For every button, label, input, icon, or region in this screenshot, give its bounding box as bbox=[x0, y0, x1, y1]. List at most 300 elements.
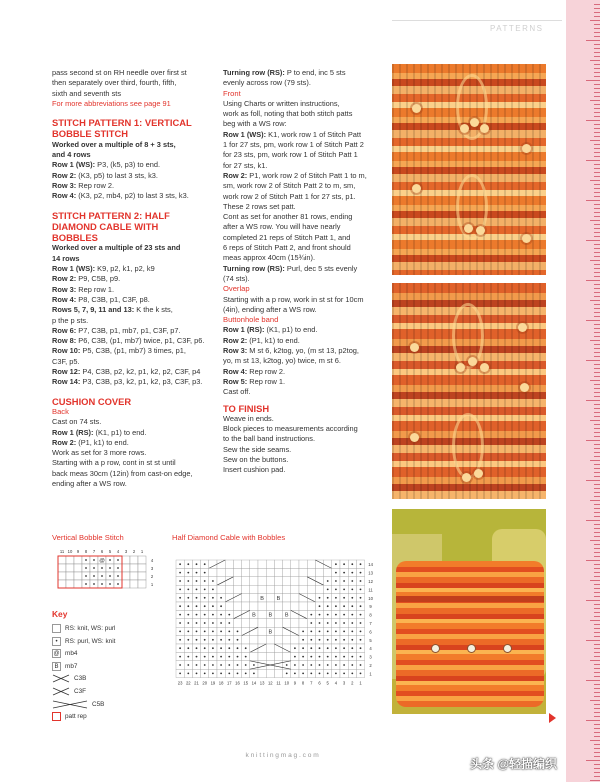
purl-dot bbox=[302, 673, 304, 675]
purl-dot bbox=[179, 563, 181, 565]
col-number: 6 bbox=[318, 680, 321, 686]
row-text: Rep row 1. bbox=[247, 376, 286, 386]
purl-dot bbox=[187, 580, 189, 582]
ruler-tick bbox=[594, 212, 600, 213]
row-number: 1 bbox=[369, 671, 372, 677]
purl-dot bbox=[85, 575, 87, 577]
chart-cell bbox=[324, 568, 332, 576]
row-text: P3, (k5, p3) to end. bbox=[95, 160, 161, 170]
row-text: completed 21 reps of Stitch Patt 1, and bbox=[223, 232, 351, 242]
row-label: Row 6: bbox=[52, 325, 77, 335]
key-label: RS: purl, WS: knit bbox=[65, 637, 116, 645]
ruler-tick bbox=[594, 476, 600, 477]
pattern-repeat-icon bbox=[52, 712, 61, 721]
purl-dot bbox=[310, 647, 312, 649]
ruler-tick bbox=[594, 208, 600, 209]
ruler-tick bbox=[594, 624, 600, 625]
row-number: 2 bbox=[369, 663, 372, 668]
purl-dot bbox=[351, 622, 353, 624]
chart-cell bbox=[250, 568, 258, 576]
instruction-line bbox=[223, 140, 389, 150]
purl-dot bbox=[228, 614, 230, 616]
bobble-symbol: @ bbox=[99, 558, 105, 564]
ruler-tick bbox=[594, 688, 600, 689]
ruler-tick bbox=[594, 276, 600, 277]
col-number: 12 bbox=[267, 680, 273, 686]
finish-line: Block pieces to measurements according bbox=[223, 424, 358, 434]
purl-dot bbox=[212, 597, 214, 599]
purl-dot bbox=[343, 597, 345, 599]
chart-cell bbox=[58, 572, 66, 580]
chart-cell bbox=[274, 652, 282, 660]
chart-cell bbox=[138, 564, 146, 572]
purl-dot bbox=[351, 639, 353, 641]
purl-dot bbox=[335, 631, 337, 633]
purl-dot bbox=[294, 664, 296, 666]
ruler-tick bbox=[594, 596, 600, 597]
ruler-tick bbox=[594, 348, 600, 349]
ruler-tick bbox=[594, 532, 600, 533]
chart-cell bbox=[250, 636, 258, 644]
ruler-tick bbox=[594, 248, 600, 249]
purl-dot bbox=[196, 639, 198, 641]
ruler-tick bbox=[594, 92, 600, 93]
chart-cell bbox=[250, 619, 258, 627]
ruler-tick bbox=[594, 676, 600, 677]
purl-dot bbox=[196, 622, 198, 624]
ruler-tick bbox=[594, 352, 600, 353]
ruler-tick bbox=[594, 508, 600, 509]
row-label: Row 2: bbox=[223, 170, 248, 180]
ruler-tick bbox=[590, 100, 600, 101]
purl-dot bbox=[220, 614, 222, 616]
chart-cell bbox=[74, 556, 82, 564]
chart-cell bbox=[66, 580, 74, 588]
chart-cell bbox=[266, 568, 274, 576]
ruler-tick bbox=[594, 192, 600, 193]
intro-line: then separately over third, fourth, fifth, bbox=[52, 78, 177, 88]
row-text: 1 for 27 sts, pm, work row 1 of Stitch Patt 2 bbox=[223, 140, 364, 150]
purl-dot bbox=[360, 631, 362, 633]
ruler-tick bbox=[594, 4, 600, 5]
col-number: 11 bbox=[276, 680, 281, 686]
chart-cell bbox=[122, 572, 130, 580]
bobble-4-icon: @ bbox=[53, 651, 60, 658]
finish-line: to the ball band instructions. bbox=[223, 434, 316, 444]
ruler-tick bbox=[594, 124, 600, 125]
row-text: ending after a WS row. bbox=[52, 478, 127, 488]
key-item bbox=[52, 687, 86, 696]
instruction-line bbox=[52, 417, 220, 427]
purl-dot bbox=[351, 580, 353, 582]
chart-cell bbox=[138, 580, 146, 588]
ruler-tick bbox=[594, 48, 600, 49]
purl-dot bbox=[310, 614, 312, 616]
purl-dot bbox=[237, 639, 239, 641]
section-label: PATTERNS bbox=[490, 24, 544, 33]
row-label: Turning row (RS): bbox=[223, 263, 285, 273]
chart-cell bbox=[242, 560, 250, 568]
chart-cell bbox=[291, 619, 299, 627]
col-number: 13 bbox=[259, 680, 265, 686]
row-text: work row 2 of Stitch Patt 1 for 27 sts, p1. bbox=[223, 191, 356, 201]
chart-cell bbox=[250, 585, 258, 593]
purl-dot bbox=[335, 580, 337, 582]
instruction-line bbox=[223, 212, 389, 222]
row-number: 3 bbox=[150, 566, 154, 571]
bobble-symbol: B bbox=[284, 612, 289, 619]
instruction-line bbox=[223, 119, 389, 129]
ruler-tick bbox=[586, 200, 600, 201]
purl-dot bbox=[109, 567, 111, 569]
col-number: 9 bbox=[76, 549, 80, 554]
ruler-tick bbox=[594, 668, 600, 669]
row-label: Row 2: bbox=[223, 335, 248, 345]
chart-cell bbox=[258, 577, 266, 585]
ruler-tick bbox=[590, 500, 600, 501]
ruler-tick bbox=[594, 744, 600, 745]
purl-dot bbox=[360, 656, 362, 658]
ruler-tick bbox=[594, 344, 600, 345]
ruler-tick bbox=[590, 700, 600, 701]
chart-cell bbox=[315, 568, 323, 576]
purl-dot bbox=[220, 664, 222, 666]
ruler-tick bbox=[594, 44, 600, 45]
ruler-tick bbox=[594, 16, 600, 17]
row-label: Turning row (RS): bbox=[223, 68, 285, 77]
row-number: 2 bbox=[150, 574, 154, 579]
ruler-tick bbox=[594, 32, 600, 33]
chart-cell bbox=[130, 572, 138, 580]
row-number: 7 bbox=[369, 621, 372, 626]
purl-dot bbox=[335, 656, 337, 658]
row-text: Purl, dec 5 sts evenly bbox=[284, 263, 358, 273]
abbreviations-link[interactable]: For more abbreviations see page 91 bbox=[52, 98, 171, 108]
row-text: (P1, k1) to end. bbox=[247, 335, 300, 345]
ruler-tick bbox=[590, 260, 600, 261]
ruler-tick bbox=[594, 56, 600, 57]
col-number: 17 bbox=[226, 680, 232, 686]
row-text: K the k sts, bbox=[134, 305, 173, 315]
purl-dot bbox=[187, 597, 189, 599]
ruler-tick bbox=[594, 548, 600, 549]
purl-dot bbox=[196, 572, 198, 574]
purl-dot bbox=[302, 647, 304, 649]
purl-dot bbox=[196, 589, 198, 591]
instruction-line bbox=[223, 181, 389, 191]
purl-dot bbox=[343, 647, 345, 649]
purl-dot bbox=[228, 631, 230, 633]
chart-cell bbox=[225, 585, 233, 593]
row-text: These 2 rows set patt. bbox=[223, 201, 296, 211]
purl-dot bbox=[109, 559, 111, 561]
row-number: 13 bbox=[368, 570, 373, 576]
purl-dot bbox=[228, 622, 230, 624]
purl-dot bbox=[204, 605, 206, 607]
chart-cell bbox=[274, 560, 282, 568]
ruler-tick bbox=[594, 396, 600, 397]
purl-dot bbox=[196, 563, 198, 565]
purl-dot bbox=[228, 673, 230, 675]
next-page-arrow-icon[interactable] bbox=[549, 713, 556, 723]
bobble-symbol: B bbox=[268, 612, 273, 619]
purl-dot bbox=[85, 559, 87, 561]
ruler-tick bbox=[594, 444, 600, 445]
ruler-tick bbox=[594, 412, 600, 413]
chart-cell bbox=[58, 564, 66, 572]
row-label: Row 10: bbox=[52, 346, 81, 356]
row-label: Row 1 (WS): bbox=[52, 264, 96, 274]
instruction-line bbox=[52, 316, 220, 326]
ruler-tick bbox=[590, 140, 600, 141]
instruction-line bbox=[52, 438, 220, 448]
ruler-tick bbox=[594, 768, 600, 769]
ruler-tick bbox=[594, 636, 600, 637]
instruction-line bbox=[223, 171, 389, 181]
purl-dot bbox=[310, 673, 312, 675]
chart-cell bbox=[130, 564, 138, 572]
chart-cell bbox=[274, 610, 282, 618]
ruler-tick bbox=[586, 520, 600, 521]
purl-dot bbox=[220, 656, 222, 658]
purl-dot bbox=[327, 664, 329, 666]
row-label: Row 8: bbox=[52, 336, 77, 346]
ruler-tick bbox=[594, 564, 600, 565]
instruction-line bbox=[52, 336, 220, 346]
instruction-line bbox=[52, 428, 220, 438]
ruler-tick bbox=[594, 76, 600, 77]
purl-dot bbox=[335, 647, 337, 649]
col-number: 19 bbox=[210, 680, 216, 686]
ruler-tick bbox=[594, 524, 600, 525]
ruler-tick bbox=[594, 736, 600, 737]
ruler-tick bbox=[594, 464, 600, 465]
chart-cell bbox=[250, 594, 258, 602]
ruler-tick bbox=[594, 232, 600, 233]
chart-cell bbox=[242, 636, 250, 644]
column-left bbox=[52, 68, 220, 489]
purl-dot bbox=[327, 622, 329, 624]
purl-dot bbox=[360, 597, 362, 599]
row-text: P8, C3B, p1, C3F, p8. bbox=[76, 294, 150, 304]
instruction-line bbox=[223, 274, 389, 284]
ruler-tick bbox=[594, 436, 600, 437]
row-text: P to end, inc 5 sts bbox=[284, 68, 346, 77]
row-label: Row 4: bbox=[52, 294, 77, 304]
chart-cell bbox=[299, 585, 307, 593]
bobble-symbol: B bbox=[260, 595, 264, 602]
ruler-tick bbox=[594, 196, 600, 197]
instruction-line bbox=[223, 192, 389, 202]
chart-cell bbox=[266, 619, 274, 627]
purl-dot bbox=[179, 656, 181, 658]
ruler-tick bbox=[594, 12, 600, 13]
instruction-line bbox=[223, 253, 389, 263]
chart-cell bbox=[324, 560, 332, 568]
purl-dot bbox=[253, 664, 255, 666]
ruler-tick bbox=[594, 136, 600, 137]
col-number: 3 bbox=[342, 680, 346, 686]
row-text: evenly across row (79 sts). bbox=[223, 78, 311, 88]
ruler-tick bbox=[594, 692, 600, 693]
row-text: (74 sts). bbox=[223, 273, 250, 283]
chart-cell bbox=[274, 602, 282, 610]
instruction-line bbox=[223, 130, 389, 140]
chart-cell bbox=[291, 568, 299, 576]
instruction-line bbox=[223, 346, 389, 356]
chart-cell bbox=[242, 627, 250, 635]
ruler-tick bbox=[594, 308, 600, 309]
chart-cell bbox=[299, 602, 307, 610]
chart-cell bbox=[274, 619, 282, 627]
column-right bbox=[223, 68, 389, 476]
chart-cell bbox=[233, 619, 241, 627]
chart-cell bbox=[258, 636, 266, 644]
purl-dot bbox=[351, 572, 353, 574]
row-label: Row 1 (RS): bbox=[223, 325, 265, 335]
purl-dot bbox=[187, 605, 189, 607]
chart-cell bbox=[242, 585, 250, 593]
purl-dot bbox=[196, 614, 198, 616]
ruler-tick bbox=[594, 36, 600, 37]
ruler-tick bbox=[594, 644, 600, 645]
ruler-tick bbox=[594, 552, 600, 553]
chart-cell bbox=[74, 572, 82, 580]
purl-dot bbox=[360, 572, 362, 574]
buttonhole-subtitle: Buttonhole band bbox=[223, 315, 279, 325]
ruler-tick bbox=[590, 300, 600, 301]
chart-cell bbox=[266, 602, 274, 610]
purl-dot bbox=[212, 622, 214, 624]
cushion-button bbox=[504, 645, 511, 652]
chart-cell bbox=[258, 661, 266, 669]
purl-dot bbox=[310, 639, 312, 641]
purl-dot bbox=[204, 580, 206, 582]
chart-cell bbox=[274, 585, 282, 593]
ruler-tick bbox=[594, 492, 600, 493]
finish-line: Sew the side seams. bbox=[223, 444, 292, 454]
ruler-tick bbox=[594, 724, 600, 725]
purl-dot bbox=[93, 583, 95, 585]
purl-dot bbox=[310, 664, 312, 666]
col-number: 11 bbox=[59, 549, 65, 554]
chart-cell bbox=[283, 594, 291, 602]
ruler-tick bbox=[594, 608, 600, 609]
purl-dot bbox=[220, 673, 222, 675]
purl-dot bbox=[204, 597, 206, 599]
purl-dot bbox=[237, 673, 239, 675]
ruler-tick bbox=[594, 776, 600, 777]
ruler-tick bbox=[594, 104, 600, 105]
row-text: p the p sts. bbox=[52, 315, 89, 325]
instruction-line bbox=[52, 448, 220, 458]
ruler-tick bbox=[586, 680, 600, 681]
col-number: 2 bbox=[132, 549, 136, 554]
purl-dot bbox=[302, 656, 304, 658]
purl-dot bbox=[360, 563, 362, 565]
row-label: Row 1 (WS): bbox=[52, 160, 96, 170]
col-number: 20 bbox=[202, 680, 208, 686]
ruler-tick bbox=[586, 600, 600, 601]
purl-dot bbox=[212, 580, 214, 582]
purl-dot bbox=[343, 664, 345, 666]
ruler-tick bbox=[594, 648, 600, 649]
instruction-line bbox=[52, 160, 220, 170]
purl-dot bbox=[310, 622, 312, 624]
chart-cell bbox=[217, 577, 225, 585]
overlap-subtitle: Overlap bbox=[223, 284, 250, 294]
chart-cell bbox=[299, 594, 307, 602]
chart-cell bbox=[233, 594, 241, 602]
instruction-line bbox=[223, 305, 389, 315]
purl-dot bbox=[360, 614, 362, 616]
purl-dot bbox=[196, 664, 198, 666]
purl-dot bbox=[187, 673, 189, 675]
chart-cell bbox=[258, 652, 266, 660]
purl-dot bbox=[237, 631, 239, 633]
chart-cell bbox=[291, 594, 299, 602]
purl-icon: • bbox=[52, 637, 61, 646]
instruction-line bbox=[223, 295, 389, 305]
footer-url: knittingmag.com bbox=[245, 752, 321, 759]
chart-cell bbox=[291, 585, 299, 593]
row-text: P3, C3B, p3, k2, p1, k2, p3, C3F, p3. bbox=[80, 377, 203, 387]
purl-dot bbox=[117, 567, 119, 569]
purl-dot bbox=[327, 580, 329, 582]
chart-cell bbox=[266, 644, 274, 652]
purl-dot bbox=[310, 656, 312, 658]
purl-dot bbox=[335, 589, 337, 591]
ruler-tick bbox=[594, 504, 600, 505]
purl-dot bbox=[351, 673, 353, 675]
instruction-line bbox=[52, 181, 220, 191]
chart-cell bbox=[258, 669, 266, 677]
knitted-bobble-photo bbox=[392, 283, 546, 499]
chart-cell bbox=[130, 580, 138, 588]
ruler-tick bbox=[586, 760, 600, 761]
chart-cell bbox=[266, 636, 274, 644]
cable-5-back-icon bbox=[52, 700, 88, 709]
chart-cell bbox=[258, 560, 266, 568]
chart-cell bbox=[225, 560, 233, 568]
purl-dot bbox=[228, 647, 230, 649]
ruler-tick bbox=[594, 256, 600, 257]
purl-dot bbox=[204, 656, 206, 658]
row-label: Row 2: bbox=[52, 170, 77, 180]
ruler-tick bbox=[594, 672, 600, 673]
ruler-tick bbox=[594, 528, 600, 529]
row-text: Cast on 74 sts. bbox=[52, 417, 102, 427]
key-item bbox=[52, 649, 77, 658]
purl-dot bbox=[343, 563, 345, 565]
row-text: Cast off. bbox=[223, 387, 251, 397]
purl-dot bbox=[117, 583, 119, 585]
chart-cell bbox=[250, 560, 258, 568]
chart-cell bbox=[307, 602, 315, 610]
purl-dot bbox=[360, 622, 362, 624]
chart-cell bbox=[283, 560, 291, 568]
finished-cushion-photo bbox=[392, 509, 546, 714]
row-number: 3 bbox=[369, 654, 372, 660]
ruler-tick bbox=[590, 740, 600, 741]
purl-dot bbox=[101, 567, 103, 569]
chart-cell bbox=[291, 560, 299, 568]
row-text: back meas 30cm (12in) from cast-on edge, bbox=[52, 468, 193, 478]
ruler-tick bbox=[594, 52, 600, 53]
ruler-tick bbox=[594, 612, 600, 613]
chart-cell bbox=[266, 577, 274, 585]
instruction-line bbox=[52, 346, 220, 356]
